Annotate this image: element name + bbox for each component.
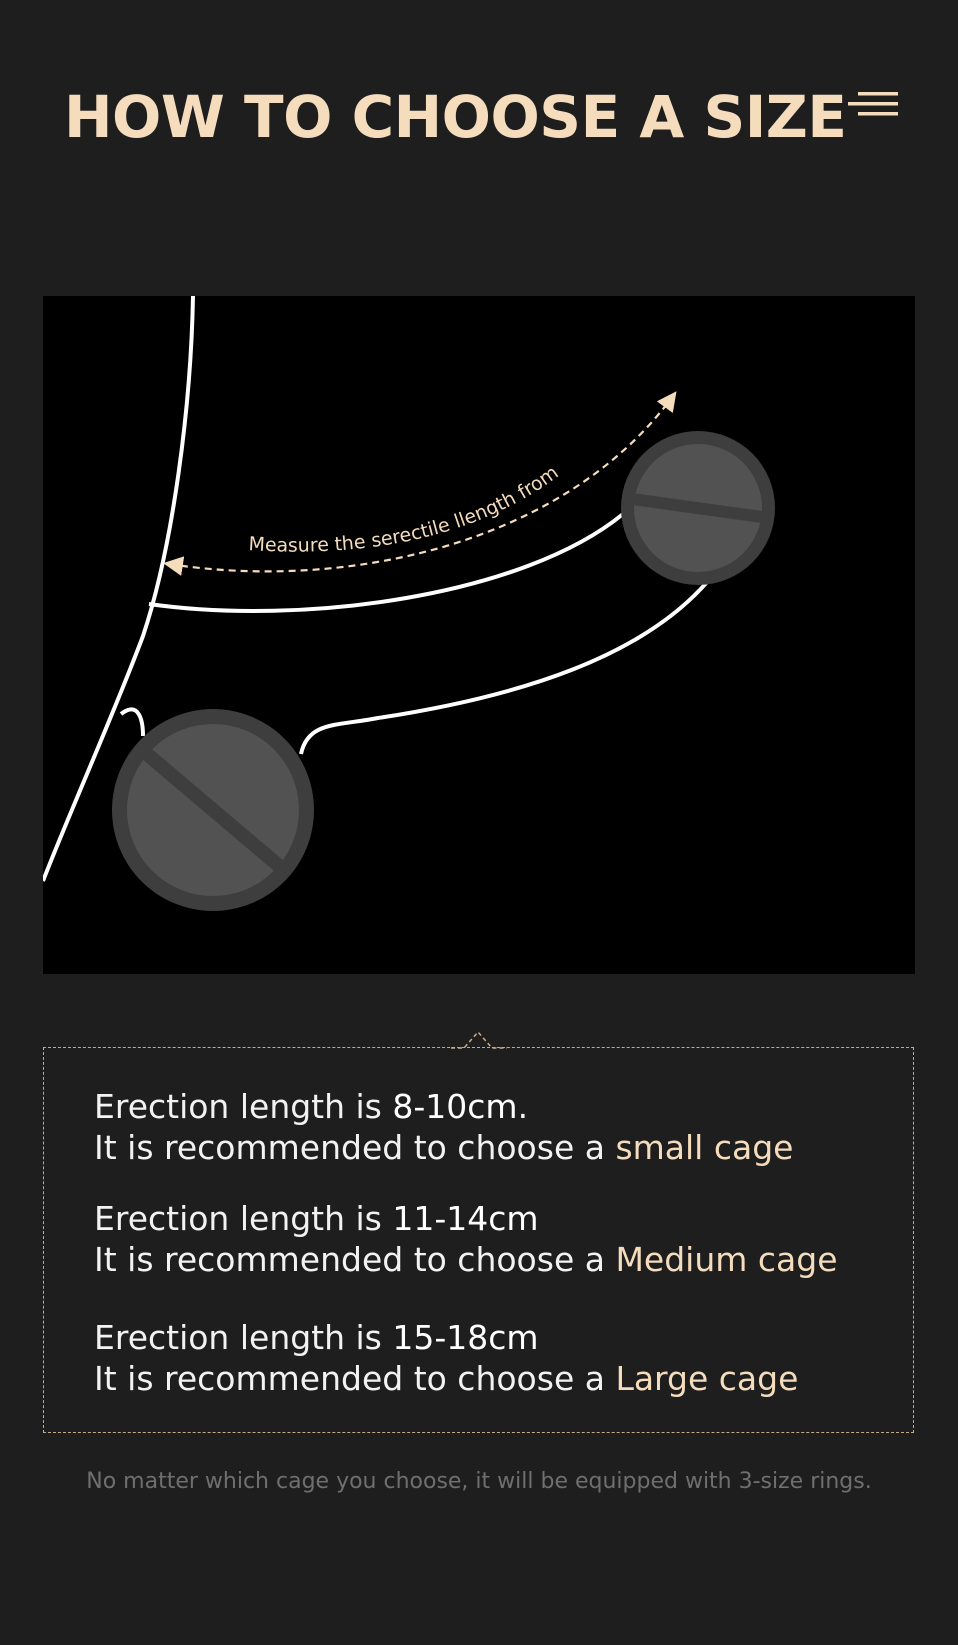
hamburger-menu-icon[interactable] <box>848 92 900 126</box>
length-value: 8-10cm <box>392 1087 518 1126</box>
recommendation-text: It is recommended to choose a <box>94 1359 616 1398</box>
recommendation-line <box>94 1127 793 1168</box>
page-title: HOW TO CHOOSE A SIZE <box>64 83 847 151</box>
cage-size: Medium cage <box>615 1240 838 1279</box>
cage-size: small cage <box>615 1128 794 1167</box>
length-prefix: Erection length is <box>94 1199 393 1238</box>
size-entry-medium <box>94 1198 838 1280</box>
size-entry-small <box>94 1086 793 1168</box>
recommendation-text: It is recommended to choose a <box>94 1128 616 1167</box>
recommendation-text: It is recommended to choose a <box>94 1240 616 1279</box>
tip-screw-icon <box>621 431 775 585</box>
length-line <box>94 1317 798 1358</box>
length-prefix: Erection length is <box>94 1087 393 1126</box>
base-screw-icon <box>112 709 314 911</box>
recommendation-line <box>94 1358 798 1399</box>
length-line <box>94 1198 838 1239</box>
recommendation-line <box>94 1239 838 1280</box>
measure-label: Measure the serectile llength from <box>247 461 563 557</box>
measurement-arrow <box>169 396 673 571</box>
length-prefix: Erection length is <box>94 1318 393 1357</box>
shaft-lower-line <box>301 581 708 754</box>
length-suffix: . <box>517 1087 529 1126</box>
size-guide-box <box>43 1047 914 1433</box>
cage-size: Large cage <box>615 1359 799 1398</box>
size-entry-large <box>94 1317 798 1399</box>
footnote: No matter which cage you choose, it will be equipped with 3-size rings. <box>86 1469 872 1494</box>
length-line <box>94 1086 793 1127</box>
measurement-illustration <box>43 296 915 974</box>
ring-hook <box>121 709 143 736</box>
length-value: 11-14cm <box>392 1199 539 1238</box>
length-value: 15-18cm <box>392 1318 539 1357</box>
